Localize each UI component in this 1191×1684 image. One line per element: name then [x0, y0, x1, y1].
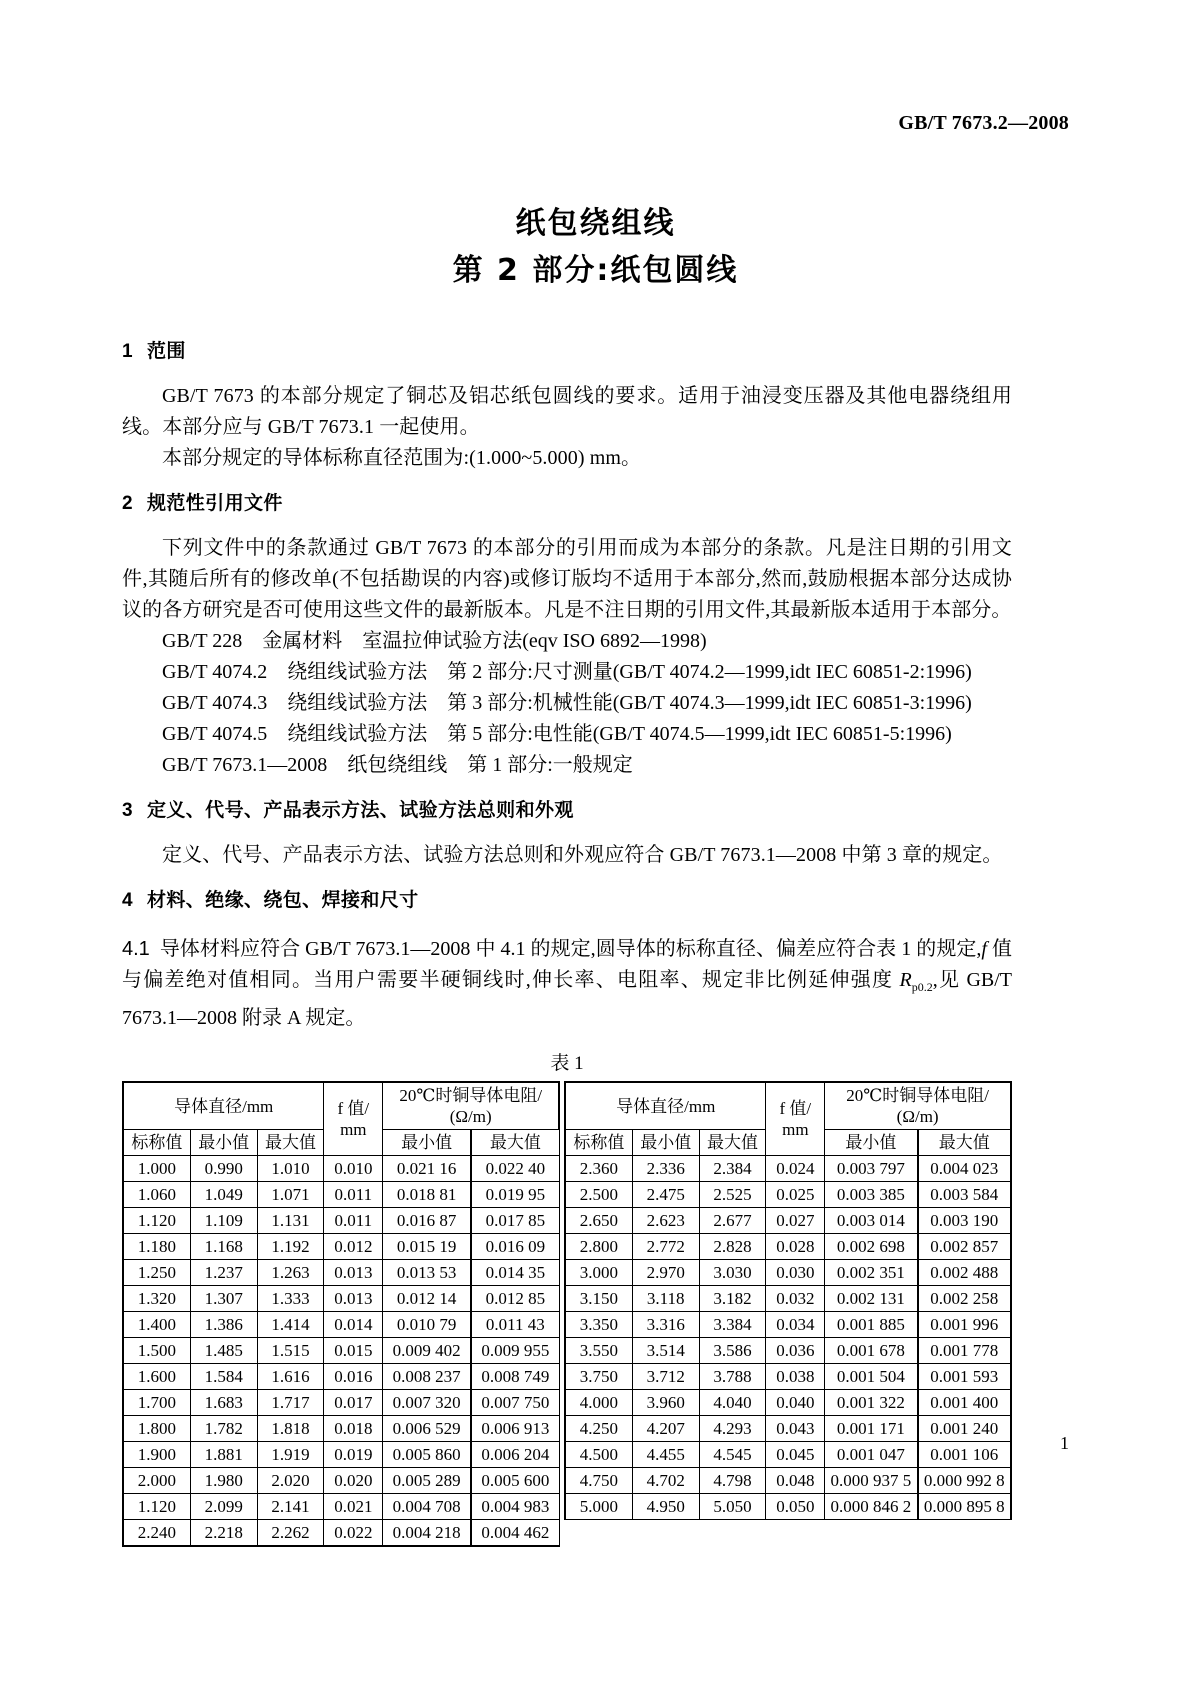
table-cell: 0.001 047 [825, 1442, 918, 1468]
table-cell: 3.788 [699, 1364, 766, 1390]
table-cell: 0.001 885 [825, 1312, 918, 1338]
section-heading-3 [122, 797, 1012, 824]
table-cell: 1.307 [190, 1286, 257, 1312]
table-cell: 4.040 [699, 1390, 766, 1416]
table-cell: 0.013 [324, 1260, 383, 1286]
table-cell: 1.584 [190, 1364, 257, 1390]
table-cell: 0.017 85 [471, 1208, 559, 1234]
table-cell: 3.350 [565, 1312, 632, 1338]
table-cell: 0.001 171 [825, 1416, 918, 1442]
table-cell: 1.700 [123, 1390, 190, 1416]
table-row [123, 1468, 1011, 1494]
table-cell: 4.500 [565, 1442, 632, 1468]
table-cell: 0.017 [324, 1390, 383, 1416]
table-cell: 2.099 [190, 1494, 257, 1520]
table-cell: 5.050 [699, 1494, 766, 1520]
page-number: 1 [1060, 1433, 1069, 1453]
table-cell: 1.120 [123, 1494, 190, 1520]
table-cell: 0.011 [324, 1208, 383, 1234]
table-cell [699, 1520, 766, 1547]
section-3-title: 定义、代号、产品表示方法、试验方法总则和外观 [146, 799, 574, 821]
table-cell: 0.009 402 [383, 1338, 471, 1364]
table-cell: 0.018 [324, 1416, 383, 1442]
table-cell: 0.002 488 [918, 1260, 1011, 1286]
table-cell: 1.000 [123, 1156, 190, 1182]
table-cell: 0.003 584 [918, 1182, 1011, 1208]
section-heading-4 [122, 887, 1012, 914]
table-cell: 1.237 [190, 1260, 257, 1286]
table-cell: 0.020 [324, 1468, 383, 1494]
clause-4-1-text-part2: 值与偏差绝对值相同。当用户需要半硬铜线时,伸长率、电阻率、规定非比例延伸强度 [122, 938, 1013, 991]
subheader-nominal-left: 标称值 [123, 1130, 190, 1156]
r-symbol: R [899, 969, 912, 991]
table-row [123, 1416, 1011, 1442]
table-cell: 2.800 [565, 1234, 632, 1260]
table-cell: 0.001 400 [918, 1390, 1011, 1416]
table-cell: 3.750 [565, 1364, 632, 1390]
section-4-number: 4 [122, 890, 133, 911]
table-cell: 1.717 [257, 1390, 324, 1416]
table-cell: 3.000 [565, 1260, 632, 1286]
table-cell: 1.192 [257, 1234, 324, 1260]
subheader-rmax-right: 最大值 [918, 1130, 1011, 1156]
table-cell: 2.525 [699, 1182, 766, 1208]
header-diameter-right: 导体直径/mm [565, 1082, 766, 1130]
header-resistance-line2: (Ω/m) [896, 1107, 939, 1126]
table-cell: 0.001 996 [918, 1312, 1011, 1338]
conductor-specification-table [122, 1081, 1012, 1547]
section-1-number: 1 [122, 341, 133, 362]
r-subscript: p0.2 [911, 980, 933, 994]
table-cell: 0.014 [324, 1312, 383, 1338]
table-cell: 1.060 [123, 1182, 190, 1208]
table-cell: 2.650 [565, 1208, 632, 1234]
table-row [123, 1234, 1011, 1260]
table-cell: 1.782 [190, 1416, 257, 1442]
table-row [123, 1364, 1011, 1390]
table-cell [766, 1520, 825, 1547]
table-cell: 4.702 [632, 1468, 699, 1494]
normative-reference-item: GB/T 7673.1—2008 纸包绕组线 第 1 部分:一般规定 [162, 754, 633, 776]
table-row [123, 1442, 1011, 1468]
table-cell: 2.677 [699, 1208, 766, 1234]
table-cell: 0.005 600 [471, 1468, 559, 1494]
table-cell: 1.320 [123, 1286, 190, 1312]
table-cell [918, 1520, 1011, 1547]
table-cell: 0.002 258 [918, 1286, 1011, 1312]
table-cell: 3.712 [632, 1364, 699, 1390]
table-cell: 1.120 [123, 1208, 190, 1234]
table-cell: 2.000 [123, 1468, 190, 1494]
section-3-paragraph-1: 定义、代号、产品表示方法、试验方法总则和外观应符合 GB/T 7673.1—2008 中第 3 章的规定。 [162, 844, 1003, 866]
table-cell: 0.009 955 [471, 1338, 559, 1364]
table-body [123, 1156, 1011, 1547]
table-cell: 0.040 [766, 1390, 825, 1416]
table-row [123, 1390, 1011, 1416]
table-cell: 1.616 [257, 1364, 324, 1390]
header-f-value-right [766, 1082, 825, 1156]
subheader-max-right: 最大值 [699, 1130, 766, 1156]
normative-reference-item: GB/T 4074.2 绕组线试验方法 第 2 部分:尺寸测量(GB/T 4074.2—1999,idt IEC 60851-2:1996) [162, 661, 972, 683]
table-cell: 3.118 [632, 1286, 699, 1312]
table-cell: 5.000 [565, 1494, 632, 1520]
header-diameter-left: 导体直径/mm [123, 1082, 324, 1130]
normative-reference-item: GB/T 4074.3 绕组线试验方法 第 3 部分:机械性能(GB/T 4074.3—1999,idt IEC 60851-3:1996) [162, 692, 972, 714]
table-row [123, 1156, 1011, 1182]
section-2-title: 规范性引用文件 [146, 492, 283, 514]
section-1-paragraph-1: GB/T 7673 的本部分规定了铜芯及铝芯纸包圆线的要求。适用于油浸变压器及其他电器绕组用线。本部分应与 GB/T 7673.1 一起使用。 [122, 385, 1012, 438]
table-cell: 1.881 [190, 1442, 257, 1468]
table-cell: 0.002 131 [825, 1286, 918, 1312]
table-cell [825, 1520, 918, 1547]
table-cell: 0.012 85 [471, 1286, 559, 1312]
table-cell: 1.919 [257, 1442, 324, 1468]
table-cell: 0.003 797 [825, 1156, 918, 1182]
table-cell: 0.005 289 [383, 1468, 471, 1494]
section-1-title: 范围 [146, 340, 186, 362]
table-cell: 3.182 [699, 1286, 766, 1312]
table-cell: 0.030 [766, 1260, 825, 1286]
table-cell: 0.004 462 [471, 1520, 559, 1547]
section-1-paragraph-2: 本部分规定的导体标称直径范围为:(1.000~5.000) mm。 [162, 447, 642, 469]
table-cell: 0.006 529 [383, 1416, 471, 1442]
subheader-rmax-left: 最大值 [471, 1130, 559, 1156]
table-cell: 0.004 023 [918, 1156, 1011, 1182]
table-cell: 4.545 [699, 1442, 766, 1468]
table-cell: 0.014 35 [471, 1260, 559, 1286]
table-cell: 0.013 53 [383, 1260, 471, 1286]
table-cell: 1.071 [257, 1182, 324, 1208]
table-cell: 0.010 [324, 1156, 383, 1182]
table-cell: 0.025 [766, 1182, 825, 1208]
table-cell: 0.021 16 [383, 1156, 471, 1182]
table-row [123, 1494, 1011, 1520]
subheader-rmin-right: 最小值 [825, 1130, 918, 1156]
table-cell: 0.001 593 [918, 1364, 1011, 1390]
table-cell: 1.109 [190, 1208, 257, 1234]
table-row [123, 1260, 1011, 1286]
table-subheader-row [123, 1130, 1011, 1156]
subheader-rmin-left: 最小值 [383, 1130, 471, 1156]
table-cell: 0.045 [766, 1442, 825, 1468]
table-cell: 1.683 [190, 1390, 257, 1416]
table-cell: 0.022 [324, 1520, 383, 1547]
table-cell: 0.000 992 8 [918, 1468, 1011, 1494]
table-cell: 0.022 40 [471, 1156, 559, 1182]
table-cell: 0.008 237 [383, 1364, 471, 1390]
header-f-line2: mm [782, 1120, 809, 1139]
table-cell: 1.333 [257, 1286, 324, 1312]
subheader-nominal-right: 标称值 [565, 1130, 632, 1156]
clause-4-1 [122, 934, 1012, 1034]
table-cell: 4.293 [699, 1416, 766, 1442]
header-resistance-line2: (Ω/m) [449, 1107, 492, 1126]
table-cell: 0.001 778 [918, 1338, 1011, 1364]
title-line-1: 纸包绕组线 [515, 206, 676, 241]
table-cell: 0.001 678 [825, 1338, 918, 1364]
table-cell: 0.000 895 8 [918, 1494, 1011, 1520]
table-cell: 3.960 [632, 1390, 699, 1416]
header-f-value-left [324, 1082, 383, 1156]
table-cell: 0.002 857 [918, 1234, 1011, 1260]
table-cell: 0.013 [324, 1286, 383, 1312]
section-4-title: 材料、绝缘、绕包、焊接和尺寸 [146, 889, 419, 911]
table-cell: 0.000 937 5 [825, 1468, 918, 1494]
table-row [123, 1286, 1011, 1312]
table-cell: 2.336 [632, 1156, 699, 1182]
section-3-number: 3 [122, 800, 133, 821]
table-row [123, 1312, 1011, 1338]
table-cell: 2.360 [565, 1156, 632, 1182]
normative-reference-item: GB/T 4074.5 绕组线试验方法 第 5 部分:电性能(GB/T 4074.5—1999,idt IEC 60851-5:1996) [162, 723, 952, 745]
table-cell: 0.002 351 [825, 1260, 918, 1286]
table-cell: 0.008 749 [471, 1364, 559, 1390]
table-row [123, 1208, 1011, 1234]
table-cell: 0.990 [190, 1156, 257, 1182]
table-cell: 4.250 [565, 1416, 632, 1442]
table-cell: 0.012 14 [383, 1286, 471, 1312]
table-cell: 2.141 [257, 1494, 324, 1520]
table-row [123, 1338, 1011, 1364]
header-f-line1: f 值/ [779, 1099, 812, 1118]
table-cell: 0.007 750 [471, 1390, 559, 1416]
title-line-2: 第 2 部分:纸包圆线 [452, 253, 739, 288]
table-cell: 2.475 [632, 1182, 699, 1208]
standard-code-header [898, 112, 1069, 135]
header-resistance-left [383, 1082, 559, 1130]
table-cell: 2.970 [632, 1260, 699, 1286]
table-cell: 0.012 [324, 1234, 383, 1260]
table-cell: 0.016 87 [383, 1208, 471, 1234]
table-cell: 1.414 [257, 1312, 324, 1338]
table-cell: 0.038 [766, 1364, 825, 1390]
table-cell: 0.001 106 [918, 1442, 1011, 1468]
table-cell: 2.218 [190, 1520, 257, 1547]
table-cell: 1.485 [190, 1338, 257, 1364]
table-row [123, 1182, 1011, 1208]
document-title [0, 200, 1191, 294]
table-cell: 2.240 [123, 1520, 190, 1547]
table-cell: 0.016 09 [471, 1234, 559, 1260]
table-cell: 1.900 [123, 1442, 190, 1468]
header-f-line1: f 值/ [337, 1099, 370, 1118]
table-cell: 2.772 [632, 1234, 699, 1260]
table-cell [565, 1520, 632, 1547]
table-cell: 0.027 [766, 1208, 825, 1234]
table-cell: 0.016 [324, 1364, 383, 1390]
clause-4-1-text-part1: 导体材料应符合 GB/T 7673.1—2008 中 4.1 的规定,圆导体的标称直径、偏差应符合表 1 的规定, [159, 938, 982, 960]
table-cell: 1.400 [123, 1312, 190, 1338]
table-cell: 0.003 014 [825, 1208, 918, 1234]
table-cell: 0.015 [324, 1338, 383, 1364]
clause-4-1-text-part3: ,见 GB/T 7673.1—2008 附录 A 规定。 [122, 969, 1013, 1029]
table-cell: 0.018 81 [383, 1182, 471, 1208]
table-cell: 2.623 [632, 1208, 699, 1234]
table-cell: 0.036 [766, 1338, 825, 1364]
table-cell: 0.024 [766, 1156, 825, 1182]
table-cell: 0.048 [766, 1468, 825, 1494]
table-cell: 3.150 [565, 1286, 632, 1312]
table-cell: 3.384 [699, 1312, 766, 1338]
table-cell: 0.019 [324, 1442, 383, 1468]
table-cell: 0.000 846 2 [825, 1494, 918, 1520]
header-resistance-line1: 20℃时铜导体电阻/ [399, 1086, 543, 1105]
header-f-line2: mm [340, 1120, 367, 1139]
table-cell: 0.004 708 [383, 1494, 471, 1520]
table-row [123, 1520, 1011, 1547]
table-cell: 4.455 [632, 1442, 699, 1468]
table-cell: 0.019 95 [471, 1182, 559, 1208]
table-cell: 4.798 [699, 1468, 766, 1494]
table-cell: 0.002 698 [825, 1234, 918, 1260]
subheader-max-left: 最大值 [257, 1130, 324, 1156]
table-cell: 0.001 322 [825, 1390, 918, 1416]
table-cell: 1.500 [123, 1338, 190, 1364]
table-cell: 2.828 [699, 1234, 766, 1260]
section-heading-2 [122, 490, 1012, 517]
table-cell: 1.131 [257, 1208, 324, 1234]
table-head [123, 1082, 1011, 1156]
table-cell: 0.010 79 [383, 1312, 471, 1338]
table-cell: 0.003 190 [918, 1208, 1011, 1234]
section-2-paragraph-1: 下列文件中的条款通过 GB/T 7673 的本部分的引用而成为本部分的条款。凡是注日期的引用文件,其随后所有的修改单(不包括勘误的内容)或修订版均不适用于本部分,然而,鼓励根据本部分达成协议的各方研究是否可使用这些文件的最新版本。凡是不注日期的引用文件,其最新版本适用于本部分。 [122, 537, 1012, 621]
section-2-number: 2 [122, 493, 133, 514]
table-cell: 1.180 [123, 1234, 190, 1260]
table-cell: 0.032 [766, 1286, 825, 1312]
table-cell: 1.800 [123, 1416, 190, 1442]
table-cell: 0.004 983 [471, 1494, 559, 1520]
table-cell [632, 1520, 699, 1547]
table-cell: 0.004 218 [383, 1520, 471, 1547]
normative-reference-item: GB/T 228 金属材料 室温拉伸试验方法(eqv ISO 6892—1998) [162, 630, 707, 652]
table-cell: 2.384 [699, 1156, 766, 1182]
table-cell: 1.515 [257, 1338, 324, 1364]
table-cell: 3.030 [699, 1260, 766, 1286]
table-cell: 3.316 [632, 1312, 699, 1338]
table-header-row-group [123, 1082, 1011, 1130]
subheader-min-right: 最小值 [632, 1130, 699, 1156]
table-cell: 0.050 [766, 1494, 825, 1520]
table-cell: 1.980 [190, 1468, 257, 1494]
table-cell: 4.750 [565, 1468, 632, 1494]
table-cell: 1.250 [123, 1260, 190, 1286]
table-cell: 4.950 [632, 1494, 699, 1520]
f-symbol: f [981, 938, 987, 960]
table-cell: 1.010 [257, 1156, 324, 1182]
table-cell: 0.011 43 [471, 1312, 559, 1338]
table-cell: 4.000 [565, 1390, 632, 1416]
table-cell: 1.818 [257, 1416, 324, 1442]
standard-code-text: GB/T 7673.2—2008 [898, 112, 1069, 134]
table-caption: 表 1 [550, 1053, 584, 1074]
table-cell: 0.011 [324, 1182, 383, 1208]
table-cell: 1.049 [190, 1182, 257, 1208]
header-resistance-line1: 20℃时铜导体电阻/ [846, 1086, 989, 1105]
table-cell: 0.028 [766, 1234, 825, 1260]
table-cell: 0.006 204 [471, 1442, 559, 1468]
table-cell: 0.003 385 [825, 1182, 918, 1208]
table-cell: 0.005 860 [383, 1442, 471, 1468]
table-cell: 0.021 [324, 1494, 383, 1520]
table-cell: 0.001 504 [825, 1364, 918, 1390]
table-cell: 3.514 [632, 1338, 699, 1364]
section-heading-1 [122, 338, 1012, 365]
table-cell: 0.006 913 [471, 1416, 559, 1442]
subheader-min-left: 最小值 [190, 1130, 257, 1156]
table-cell: 3.586 [699, 1338, 766, 1364]
table-cell: 1.168 [190, 1234, 257, 1260]
table-cell: 4.207 [632, 1416, 699, 1442]
table-cell: 3.550 [565, 1338, 632, 1364]
clause-4-1-number: 4.1 [122, 938, 150, 960]
header-resistance-right [825, 1082, 1011, 1130]
table-cell: 2.500 [565, 1182, 632, 1208]
table-cell: 2.020 [257, 1468, 324, 1494]
table-cell: 0.015 19 [383, 1234, 471, 1260]
table-cell: 0.034 [766, 1312, 825, 1338]
table-cell: 0.043 [766, 1416, 825, 1442]
table-cell: 1.263 [257, 1260, 324, 1286]
table-cell: 0.001 240 [918, 1416, 1011, 1442]
table-cell: 1.600 [123, 1364, 190, 1390]
table-cell: 0.007 320 [383, 1390, 471, 1416]
document-body [122, 338, 1012, 1547]
table-cell: 1.386 [190, 1312, 257, 1338]
table-cell: 2.262 [257, 1520, 324, 1547]
